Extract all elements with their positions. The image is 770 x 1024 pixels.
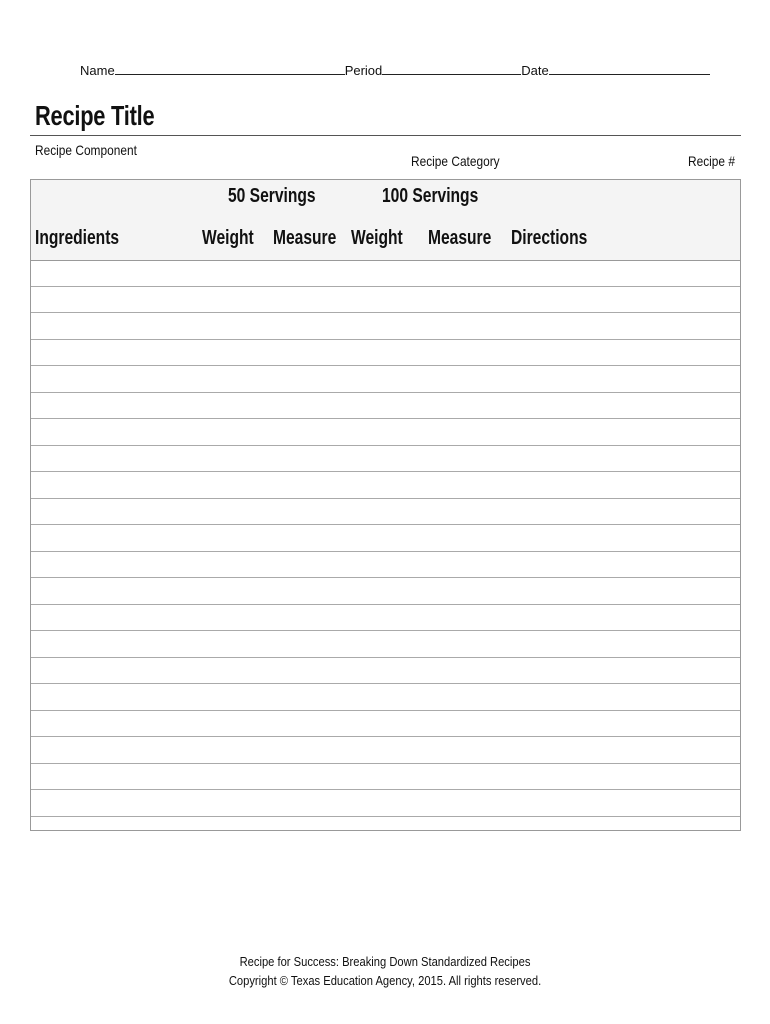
table-row[interactable] [31, 499, 740, 526]
directions-column-header: Directions [511, 227, 588, 249]
table-row[interactable] [31, 737, 740, 764]
name-label: Name [80, 63, 115, 78]
recipe-category-label: Recipe Category [411, 153, 500, 169]
servings-50-group-header: 50 Servings [228, 185, 316, 207]
recipe-title: Recipe Title [35, 100, 155, 131]
page-footer [0, 952, 770, 990]
weight-50-column-header: Weight [202, 227, 254, 249]
table-row[interactable] [31, 313, 740, 340]
table-row[interactable] [31, 578, 740, 605]
table-row[interactable] [31, 764, 740, 791]
period-label: Period [344, 63, 383, 78]
ingredients-column-header: Ingredients [35, 227, 120, 249]
table-row[interactable] [31, 340, 740, 367]
table-row[interactable] [31, 260, 740, 287]
title-divider [30, 135, 741, 136]
table-row[interactable] [31, 631, 740, 658]
measure-100-column-header: Measure [428, 227, 492, 249]
table-row[interactable] [31, 472, 740, 499]
table-header [31, 180, 740, 261]
table-row[interactable] [31, 684, 740, 711]
recipe-table [30, 179, 741, 831]
table-body [31, 260, 740, 817]
table-row[interactable] [31, 446, 740, 473]
table-row[interactable] [31, 658, 740, 685]
table-row[interactable] [31, 790, 740, 817]
table-row[interactable] [31, 393, 740, 420]
table-row[interactable] [31, 552, 740, 579]
student-info-line [80, 61, 710, 78]
period-input-line[interactable] [382, 61, 521, 75]
table-row[interactable] [31, 605, 740, 632]
recipe-number-label: Recipe # [688, 153, 735, 169]
servings-100-group-header: 100 Servings [382, 185, 479, 207]
name-input-line[interactable] [115, 61, 345, 75]
weight-100-column-header: Weight [351, 227, 403, 249]
date-label: Date [521, 63, 549, 78]
measure-50-column-header: Measure [273, 227, 337, 249]
table-row[interactable] [31, 525, 740, 552]
date-input-line[interactable] [549, 61, 710, 75]
footer-title: Recipe for Success: Breaking Down Standardized Recipes [239, 954, 531, 969]
recipe-component-label: Recipe Component [35, 142, 137, 158]
footer-copyright: Copyright © Texas Education Agency, 2015. All rights reserved. [228, 973, 542, 988]
table-row[interactable] [31, 287, 740, 314]
table-row[interactable] [31, 366, 740, 393]
table-row[interactable] [31, 419, 740, 446]
table-row[interactable] [31, 711, 740, 738]
